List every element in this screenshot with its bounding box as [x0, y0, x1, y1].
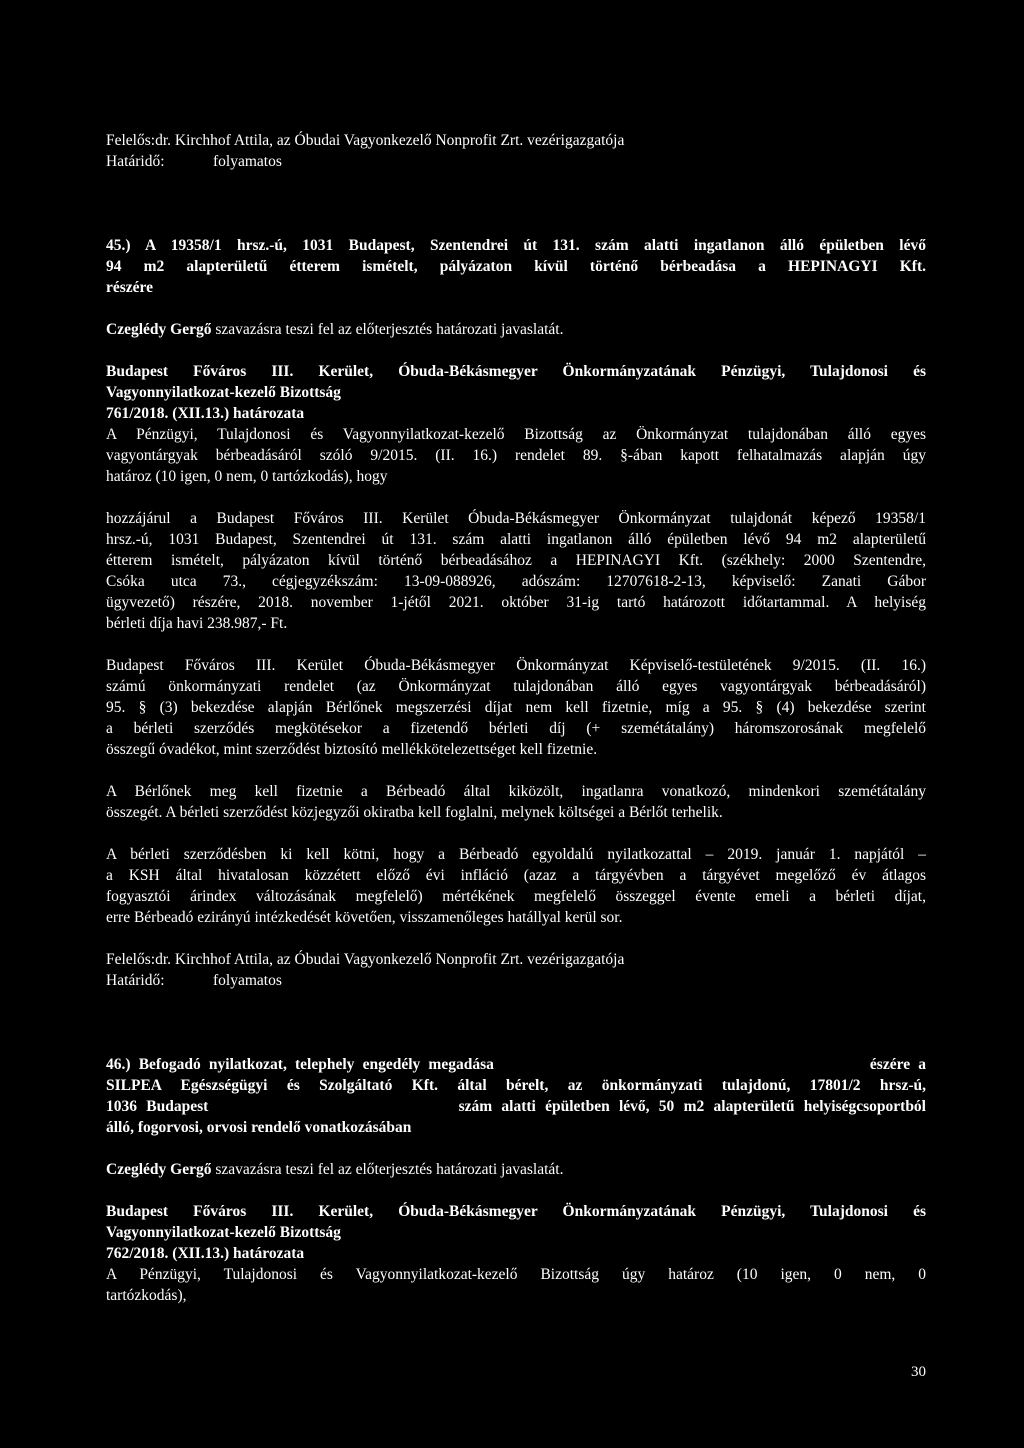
resolution-number	[106, 1243, 926, 1264]
ordinance-text-line: összegű óvadékot, mint szerződést biztosító mellékkötelezettséget kell fizetnie.	[106, 741, 598, 758]
committee-name-line: Vagyonnyilatkozat-kezelő Bizottság	[106, 1224, 341, 1241]
deadline-line	[106, 151, 926, 172]
indexation-text-line: fogyasztói árindex változásának megfelelő) mértékének megfelelő összeggel évente emeli a bérleti díjat,	[106, 888, 926, 905]
chair-name: Czeglédy Gergő	[106, 1161, 212, 1178]
consent-text-line: ügyvezető) részére, 2018. november 1-jétől 2021. október 31-ig tartó határozott időtartammal. A helyiség	[106, 594, 926, 611]
voting-proposal-text: Czeglédy Gergő szavazásra teszi fel az előterjesztés határozati javaslatát.	[106, 1161, 564, 1178]
item-46-title	[106, 1054, 926, 1138]
waste-fee-text-line: összegét. A bérleti szerződést közjegyzői okiratba kell foglalni, melynek költségei a Bérlőt terhelik.	[106, 804, 723, 821]
indexation-text-line: a KSH által hivatalosan közzétett előző évi infláció (azaz a tárgyévben a tárgyévet megelőző év átlagos	[106, 867, 926, 884]
item-46-title-line: 1036 Budapest szám alatti épületben lévő, 50 m2 alapterületű helyiségcsoportból	[106, 1098, 926, 1115]
deadline-value: folyamatos	[213, 153, 282, 170]
indexation-text-line: erre Bérbeadó ezirányú intézkedését követően, visszamenőleges hatállyal kerül sor.	[106, 909, 623, 926]
consent-text-line: Csóka utca 73., cégjegyzékszám: 13-09-088926, adószám: 12707618-2-13, képviselő: Zanati Gábor	[106, 573, 926, 590]
voting-proposal-text: Czeglédy Gergő szavazásra teszi fel az előterjesztés határozati javaslatát.	[106, 321, 564, 338]
item-46-title-line: 46.) Befogadó nyilatkozat, telephely engedély megadása észére a	[106, 1056, 926, 1073]
ordinance-text-line: Budapest Főváros III. Kerület Óbuda-Békásmegyer Önkormányzat Képviselő-testületének 9/2015. (II. 16.)	[106, 657, 926, 674]
committee-name	[106, 361, 926, 403]
chair-name: Czeglédy Gergő	[106, 321, 212, 338]
decision-text-line: A Pénzügyi, Tulajdonosi és Vagyonnyilatkozat-kezelő Bizottság az Önkormányzat tulajdonában álló egyes	[106, 426, 926, 443]
committee-name-line: Budapest Főváros III. Kerület, Óbuda-Békásmegyer Önkormányzatának Pénzügyi, Tulajdonosi és	[106, 363, 926, 380]
consent-text	[106, 508, 926, 634]
responsible-line-text: Felelős:dr. Kirchhof Attila, az Óbudai Vagyonkezelő Nonprofit Zrt. vezérigazgatója	[106, 951, 625, 968]
consent-text-line: hozzájárul a Budapest Főváros III. Kerület Óbuda-Békásmegyer Önkormányzat tulajdonát képező 19358/1	[106, 510, 926, 527]
voting-proposal	[106, 1159, 926, 1180]
ordinance-text	[106, 655, 926, 760]
committee-name-line: Budapest Főváros III. Kerület, Óbuda-Békásmegyer Önkormányzatának Pénzügyi, Tulajdonosi és	[106, 1203, 926, 1220]
resolution-number-text: 761/2018. (XII.13.) határozata	[106, 405, 305, 422]
resolution-number-text: 762/2018. (XII.13.) határozata	[106, 1245, 305, 1262]
page-number: 30	[911, 1364, 926, 1380]
decision-text	[106, 424, 926, 487]
item-46-title-line: SILPEA Egészségügyi és Szolgáltató Kft. által bérelt, az önkormányzati tulajdonú, 17801/2 hrsz-ú,	[106, 1077, 926, 1094]
item-46-title-line: álló, fogorvosi, orvosi rendelő vonatkozásában	[106, 1119, 412, 1136]
resolution-number	[106, 403, 926, 424]
decision-text-line: tartózkodás),	[106, 1287, 187, 1304]
consent-text-line: étterem ismételt, pályázaton kívül történő bérbeadásához a HEPINAGYI Kft. (székhely: 2000 Szentendre,	[106, 552, 926, 569]
decision-text-line: vagyontárgyak bérbeadásáról szóló 9/2015. (II. 16.) rendelet 89. §-ában kapott felhatalmazás alapján úgy	[106, 447, 926, 464]
consent-text-line: hrsz.-ú, 1031 Budapest, Szentendrei út 131. szám alatti ingatlanon álló épületben lévő 94 m2 alapterületű	[106, 531, 926, 548]
decision-text-line: határoz (10 igen, 0 nem, 0 tartózkodás), hogy	[106, 468, 388, 485]
item-45-title-line: 45.) A 19358/1 hrsz.-ú, 1031 Budapest, Szentendrei út 131. szám alatti ingatlanon álló épületben lévő	[106, 237, 926, 254]
deadline-value: folyamatos	[213, 972, 282, 989]
voting-proposal	[106, 319, 926, 340]
item-45-title-line: részére	[106, 279, 154, 296]
responsible-line	[106, 949, 926, 970]
decision-text-line: A Pénzügyi, Tulajdonosi és Vagyonnyilatkozat-kezelő Bizottság úgy határoz (10 igen, 0 nem, 0	[106, 1266, 926, 1283]
ordinance-text-line: 95. § (3) bekezdése alapján Bérlőnek megszerzési díjat nem kell fizetnie, míg a 95. § (4) bekezdése szerint	[106, 699, 926, 716]
responsible-line-text: Felelős:dr. Kirchhof Attila, az Óbudai Vagyonkezelő Nonprofit Zrt. vezérigazgatója	[106, 132, 625, 149]
ordinance-text-line: a bérleti szerződés megkötésekor a fizetendő bérleti díj (+ szemétátalány) háromszorosának megfelelő	[106, 720, 926, 737]
deadline-label: Határidő:	[106, 972, 165, 989]
indexation-text	[106, 844, 926, 928]
committee-name	[106, 1201, 926, 1243]
deadline-label: Határidő:	[106, 153, 165, 170]
indexation-text-line: A bérleti szerződésben ki kell kötni, hogy a Bérbeadó egyoldalú nyilatkozattal – 2019. január 1. napjától –	[106, 846, 926, 863]
deadline-line	[106, 970, 926, 991]
decision-text	[106, 1264, 926, 1306]
waste-fee-text-line: A Bérlőnek meg kell fizetnie a Bérbeadó által kiközölt, ingatlanra vonatkozó, mindenkori szemétátalány	[106, 783, 926, 800]
document-page	[106, 130, 926, 1306]
item-45-title-line: 94 m2 alapterületű étterem ismételt, pályázaton kívül történő bérbeadása a HEPINAGYI Kft.	[106, 258, 926, 275]
responsible-line	[106, 130, 926, 151]
item-45-title	[106, 235, 926, 298]
consent-text-line: bérleti díja havi 238.987,- Ft.	[106, 615, 288, 632]
waste-fee-text	[106, 781, 926, 823]
committee-name-line: Vagyonnyilatkozat-kezelő Bizottság	[106, 384, 341, 401]
ordinance-text-line: számú önkormányzati rendelet (az Önkormányzat tulajdonában álló egyes vagyontárgyak bérbeadásáról)	[106, 678, 926, 695]
